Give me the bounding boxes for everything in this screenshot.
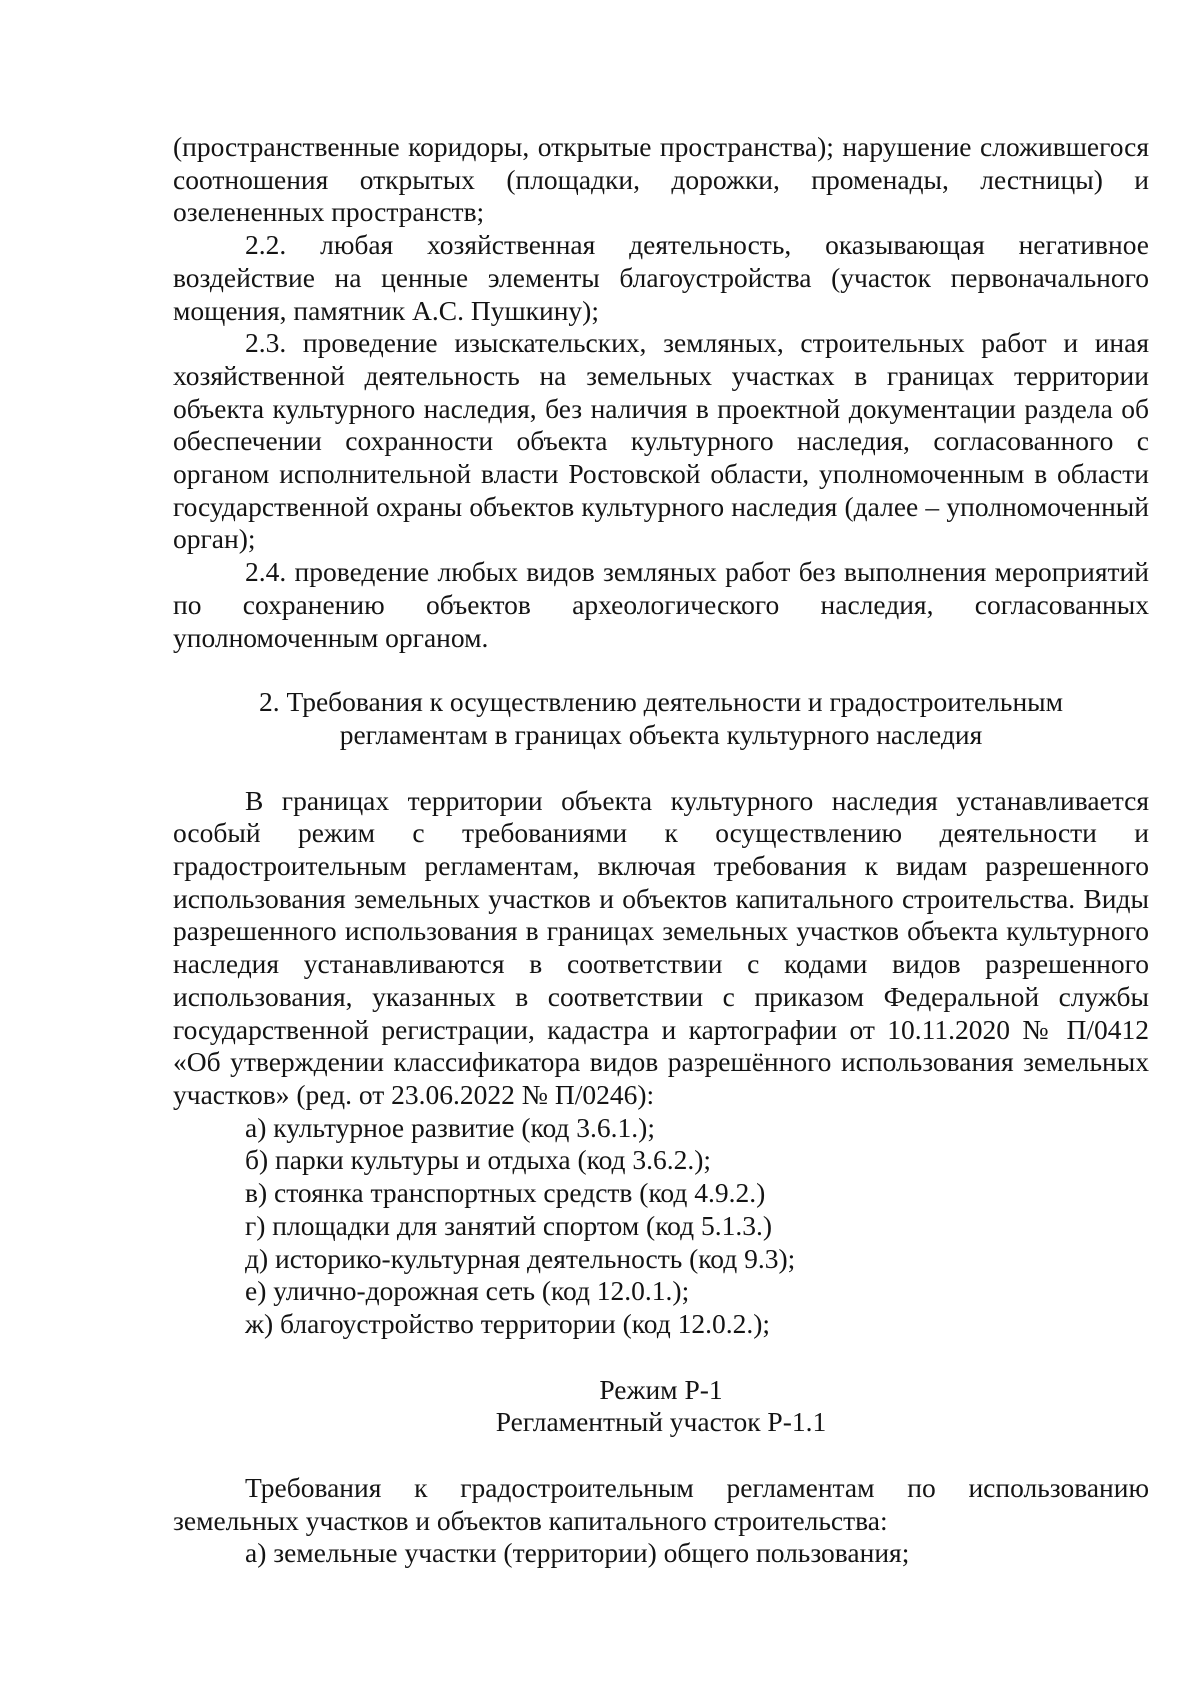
- regime-title: Режим Р-1: [599, 1373, 723, 1405]
- section-body-paragraph: В границах территории объекта культурного наследия устанавливается особый режим с требованиями к осуществлению деятельности и градостроительным регламентам, включая требования к видам разрешенного использования земельных участков и объектов капитального строительства. Виды разрешенного использования в границах земельных участков объекта культурного наследия устанавливаются в соответствии с кодами видов разрешенного использования, указанных в соответствии с приказом Федеральной службы государственной регистрации, кадастра и картографии от 10.11.2020 № П/0412 «Об утверждении классификатора видов разрешённого использования земельных участков» (ред. от 23.06.2022 № П/0246):: [173, 784, 1149, 1110]
- requirements-intro-paragraph: Требования к градостроительным регламентам по использованию земельных участков и объектов капитального строительства:: [173, 1472, 1149, 1536]
- paragraph-2-2: 2.2. любая хозяйственная деятельность, оказывающая негативное воздействие на ценные элементы благоустройства (участок первоначального мощения, памятник А.С. Пушкину);: [173, 229, 1149, 326]
- list-item: е) улично-дорожная сеть (код 12.0.1.);: [245, 1275, 690, 1307]
- spacer: [173, 1341, 1149, 1374]
- list-item: а) культурное развитие (код 3.6.1.);: [245, 1111, 655, 1143]
- list-item: в) стоянка транспортных средств (код 4.9.2.): [245, 1177, 766, 1209]
- paragraph-2-4: 2.4. проведение любых видов земляных работ без выполнения мероприятий по сохранению объектов археологического наследия, согласованных уполномоченным органом.: [173, 556, 1149, 653]
- document-page: [173, 131, 1149, 1570]
- spacer: [173, 752, 1149, 785]
- section-heading-line-1: 2. Требования к осуществлению деятельности и градостроительным: [258, 686, 1064, 718]
- spacer: [173, 1439, 1149, 1472]
- paragraph-2-3: 2.3. проведение изыскательских, земляных, строительных работ и иная хозяйственной деятельность на земельных участках в границах территории объекта культурного наследия, без наличия в проектной документации раздела об обеспечении сохранности объекта культурного наследия, согласованного с органом исполнительной власти Ростовской области, уполномоченным в области государственной охраны объектов культурного наследия (далее – уполномоченный орган);: [173, 327, 1149, 555]
- section-heading-line-2: регламентам в границах объекта культурного наследия: [339, 718, 983, 750]
- requirements-item-a: а) земельные участки (территории) общего пользования;: [245, 1537, 910, 1569]
- list-item: д) историко-культурная деятельность (код 9.3);: [245, 1242, 796, 1274]
- regime-subtitle: Регламентный участок Р-1.1: [495, 1406, 827, 1438]
- list-item: б) парки культуры и отдыха (код 3.6.2.);: [245, 1144, 712, 1176]
- list-item: ж) благоустройство территории (код 12.0.2.);: [245, 1307, 771, 1339]
- list-item: г) площадки для занятий спортом (код 5.1.3.): [245, 1209, 773, 1241]
- permitted-uses-list: [173, 1112, 1149, 1341]
- paragraph-continuation: (пространственные коридоры, открытые пространства); нарушение сложившегося соотношения открытых (площадки, дорожки, променады, лестницы) и озелененных пространств;: [173, 131, 1149, 228]
- spacer: [173, 654, 1149, 686]
